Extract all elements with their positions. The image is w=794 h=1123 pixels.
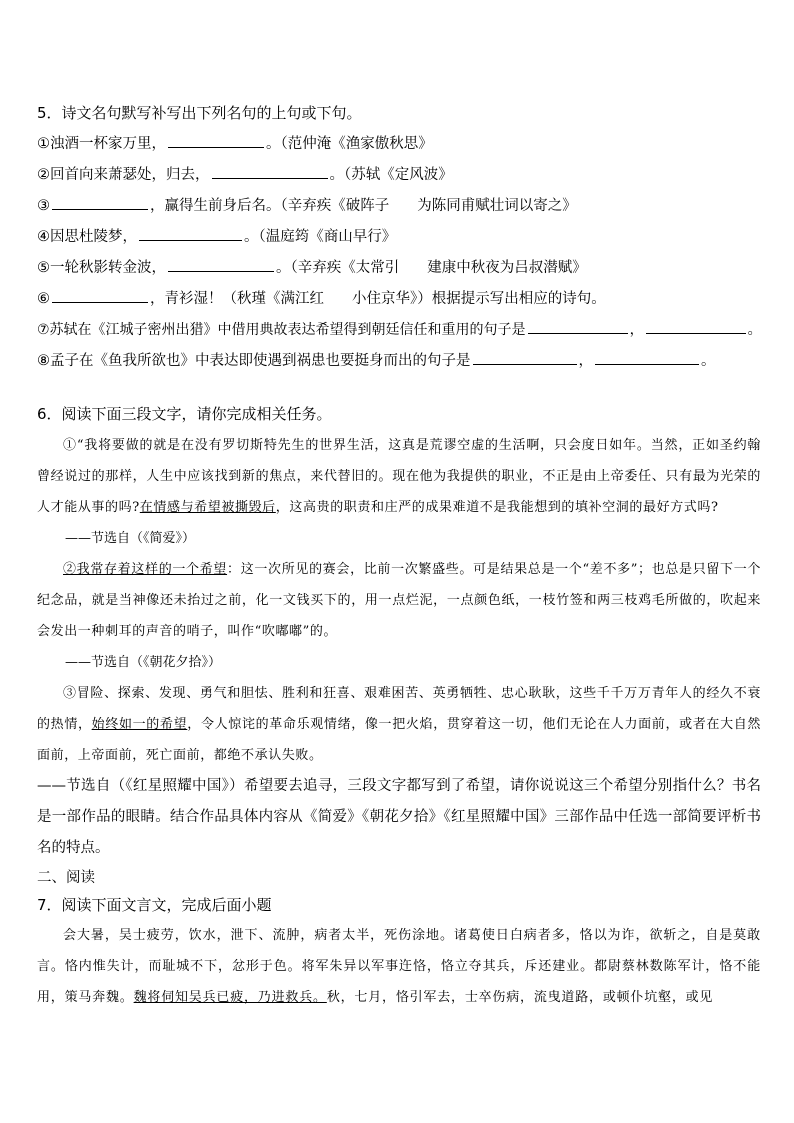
- q7-title: 7．阅读下面文言文，完成后面小题: [37, 896, 272, 914]
- q5-item-7: [37, 315, 761, 346]
- q5-item-6-post2: 小住京华》）根据提示写出相应的诗句。: [352, 291, 606, 307]
- q6-source-1: ——节选自（《简爱》）: [65, 531, 196, 546]
- underlined-text: 魏将伺知吴兵已疲，乃进救兵。: [133, 990, 327, 1005]
- answer-blank[interactable]: [646, 332, 746, 334]
- q6-passage-3: [37, 678, 761, 771]
- underlined-text: 始终如一的希望: [91, 717, 188, 732]
- q5-title: 5．诗文名句默写补写出下列名句的上句或下句。: [37, 104, 362, 122]
- q5-item-8-mid: ，: [578, 353, 593, 369]
- q5-item-4-post: 。（温庭筠《商山早行》: [244, 229, 397, 245]
- q5-item-6: [37, 284, 761, 315]
- passage-text: 会大暑，吴士疲劳，饮水，泄下、流肿，病者太半，死伤涂地。诸葛使日白病者多，恪以为诈，欲斩之，自是莫敢言。恪内惟失计，而耻城不下，忿形于色。将军朱异以军事迕恪，恪立夺其兵，斥还建业。都尉蔡林数陈军计，恪不能用，策马奔魏。: [37, 928, 761, 1005]
- passage-text: ③冒险、探索、发现、勇气和胆怯、胜利和狂喜、艰难困苦、英勇牺牲、忠心耿耿，这些千千万万青年人的经久不衰的热情，: [37, 686, 761, 732]
- q5-item-3-post: ，赢得生前身后名。（辛弃疾《破阵子: [150, 198, 390, 214]
- q5-item-1: [37, 129, 761, 160]
- q5-item-5-post: 。（辛弃疾《太常引: [276, 260, 400, 276]
- answer-blank[interactable]: [528, 332, 628, 334]
- q5-item-5: [37, 253, 761, 284]
- q6-task-text: 希望要去追寻，三段文字都写到了希望，请你说说这三个希望分别指什么？书名是一部作品的眼睛。结合作品具体内容从《简爱》《朝花夕拾》《红星照耀中国》三部作品中任选一部简要评析书名的特点。: [37, 778, 761, 856]
- q5-item-7-post: 。: [747, 322, 762, 338]
- q6-source-2: ——节选自（《朝花夕拾》）: [65, 655, 222, 670]
- q6-passage-1: [37, 430, 761, 523]
- q5-item-6-post: ，青衫湿！（秋瑾《满江红: [150, 291, 324, 307]
- section-heading: 二、阅读: [37, 870, 95, 886]
- passage-text: ：这一次所见的赛会，比前一次繁盛些。可是结果总是一个“差不多”；也总是只留下一个纪念品，就是当神像还未抬过之前，化一文钱买下的，用一点烂泥，一点颜色纸，一枝竹签和两三枝鸡毛所做的，吹起来会发出一种刺耳的声音的哨子，叫作“吹嘟嘟”的。: [37, 562, 761, 639]
- q5-item-8-pre: ⑧孟子在《鱼我所欲也》中表达即使遇到祸患也要挺身而出的句子是: [37, 353, 471, 369]
- q5-item-1-post: 。（范仲淹《渔家傲秋思》: [266, 136, 433, 152]
- passage-text: ①“我将要做的就是在没有罗切斯特先生的世界生活，这真是荒谬空虚的生活啊，只会度日如年。当然，正如圣约翰曾经说过的那样，人生中应该找到新的焦点，来代替旧的。现在他为我提供的职业，不正是由上帝委任、只有最为光荣的人才能从事的吗?: [37, 438, 761, 515]
- q5-item-2-pre: ②回首向来萧瑟处，归去，: [37, 167, 210, 183]
- answer-blank[interactable]: [212, 177, 328, 179]
- q7-passage: [37, 920, 761, 1013]
- q5-item-4-pre: ④因思杜陵梦，: [37, 229, 137, 245]
- q6-source-3: ——节选自（《红星照耀中国》）: [37, 778, 244, 794]
- q5-item-8-post: 。: [701, 353, 716, 369]
- answer-blank[interactable]: [595, 363, 699, 365]
- q5-item-5-post2: 建康中秋夜为吕叔潜赋》: [427, 260, 587, 276]
- answer-blank[interactable]: [52, 208, 148, 210]
- document-page: [37, 98, 761, 1013]
- q6-title: 6．阅读下面三段文字，请你完成相关任务。: [37, 405, 332, 423]
- q5-item-3-pre: ③: [37, 198, 50, 214]
- q6-passage-2: [37, 554, 761, 647]
- q5-item-2: [37, 160, 761, 191]
- q5-item-3: [37, 191, 761, 222]
- underlined-text: ②我常存着这样的一个希望: [63, 562, 228, 577]
- passage-text: ，令人惊诧的革命乐观情绪，像一把火焰，贯穿着这一切，他们无论在人力面前，或者在大自然面前，上帝面前，死亡面前，都绝不承认失败。: [37, 717, 762, 763]
- answer-blank[interactable]: [168, 146, 264, 148]
- answer-blank[interactable]: [168, 270, 274, 272]
- q5-item-7-pre: ⑦苏轼在《江城子密州出猎》中借用典故表达希望得到朝廷信任和重用的句子是: [37, 322, 526, 338]
- q5-item-1-pre: ①浊酒一杯家万里，: [37, 136, 166, 152]
- q6-task: [37, 771, 761, 864]
- q5-item-4: [37, 222, 761, 253]
- underlined-text: 在情感与希望被撕毁后: [139, 500, 276, 515]
- answer-blank[interactable]: [139, 239, 242, 241]
- answer-blank[interactable]: [473, 363, 577, 365]
- q5-item-7-mid: ，: [629, 322, 644, 338]
- answer-blank[interactable]: [52, 301, 148, 303]
- q5-item-5-pre: ⑤一轮秋影转金波，: [37, 260, 166, 276]
- q5-item-2-post: 。（苏轼《定风波》: [329, 167, 453, 183]
- passage-text: 秋，七月，恪引军去，士卒伤病，流曳道路，或顿仆坑壑，或见: [326, 990, 714, 1005]
- q5-item-6-pre: ⑥: [37, 291, 50, 307]
- q5-item-3-post2: 为陈同甫赋壮词以寄之》: [417, 198, 577, 214]
- q5-item-8: [37, 346, 761, 377]
- passage-text: ，这高贵的职责和庄严的成果难道不是我能想到的填补空洞的最好方式吗?: [275, 500, 719, 515]
